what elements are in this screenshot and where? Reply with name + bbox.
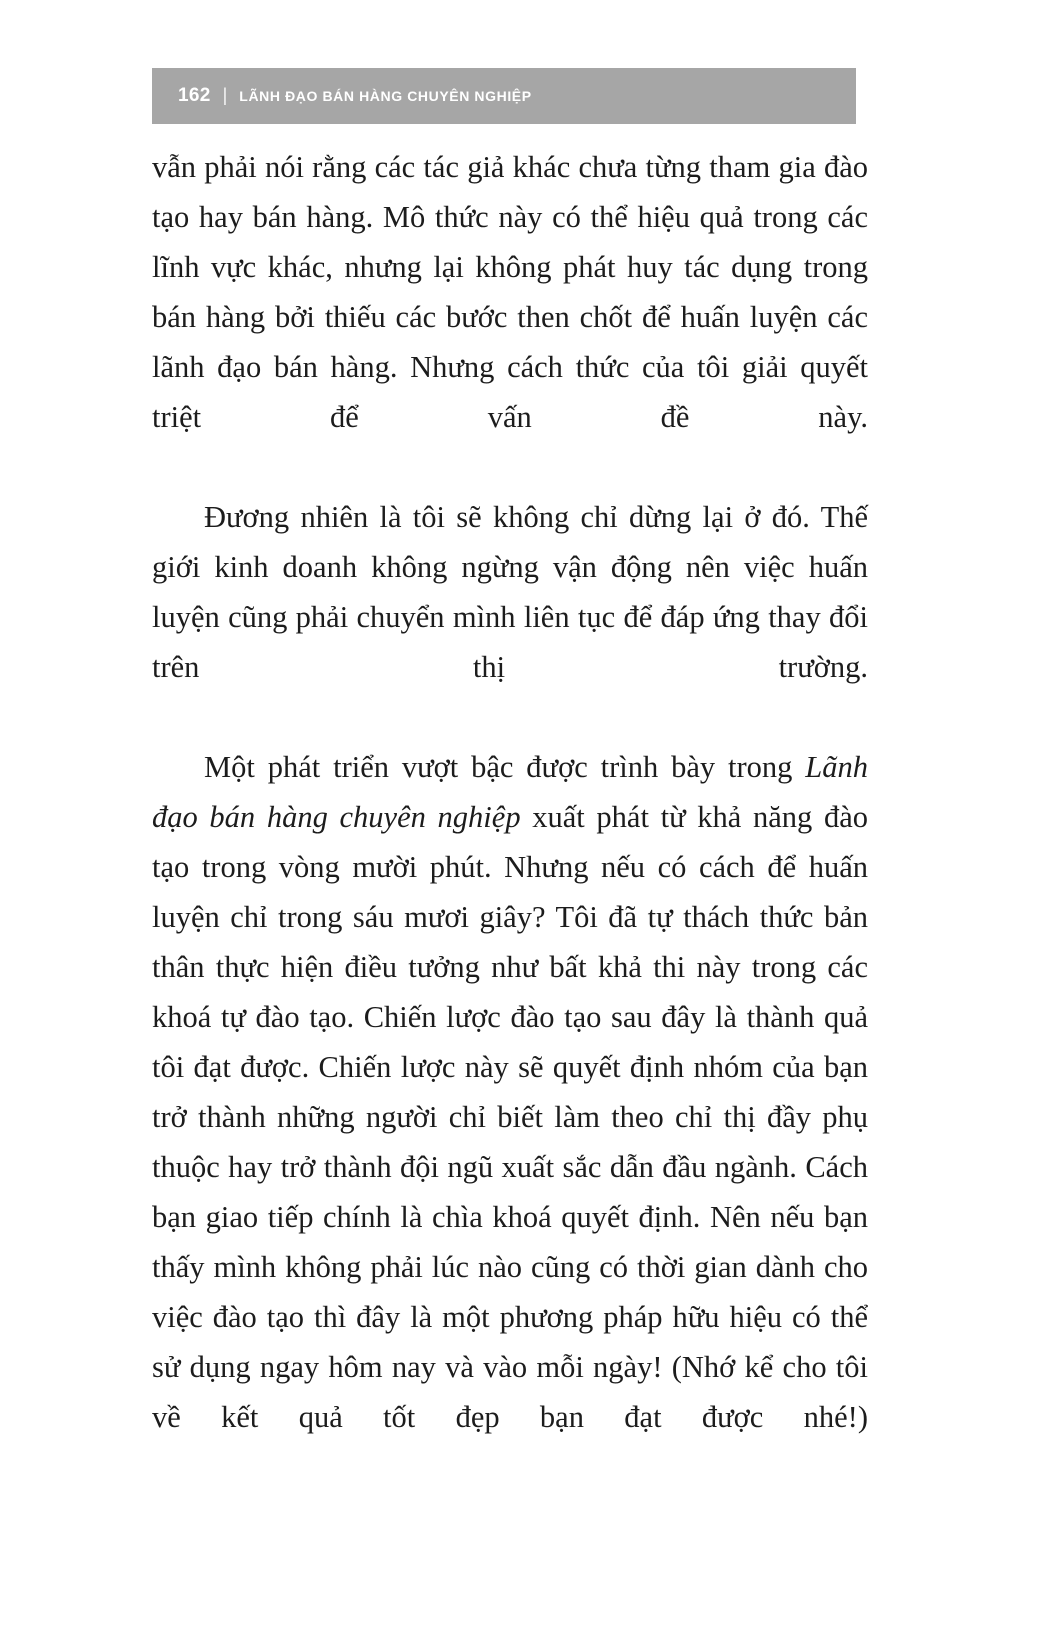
body-text-column	[152, 142, 868, 1492]
header-separator: |	[222, 85, 228, 105]
page-number: 162	[178, 85, 211, 106]
paragraph-1: vẫn phải nói rằng các tác giả khác chưa từng tham gia đào tạo hay bán hàng. Mô thức này có thể hiệu quả trong các lĩnh vực khác, nhưng lại không phát huy tác dụng trong bán hàng bởi thiếu các bước then chốt để huấn luyện các lãnh đạo bán hàng. Nhưng cách thức của tôi giải quyết triệt để vấn đề này.	[152, 150, 868, 434]
running-header-content	[152, 85, 532, 107]
paragraph-3-text-after-title: xuất phát từ khả năng đào tạo trong vòng mười phút. Nhưng nếu có cách để huấn luyện chỉ trong sáu mươi giây? Tôi đã tự thách thức bản thân thực hiện điều tưởng như bất khả thi này trong các khoá tự đào tạo. Chiến lược đào tạo sau đây là thành quả tôi đạt được. Chiến lược này sẽ quyết định nhóm của bạn trở thành những người chỉ biết làm theo chỉ thị đầy phụ thuộc hay trở thành đội ngũ xuất sắc dẫn đầu ngành. Cách bạn giao tiếp chính là chìa khoá quyết định. Nên nếu bạn thấy mình không phải lúc nào cũng có thời gian dành cho việc đào tạo thì đây là một phương pháp hữu hiệu có thể sử dụng ngay hôm nay và vào mỗi ngày! (Nhớ kể cho tôi về kết quả tốt đẹp bạn đạt được nhé!)	[152, 800, 869, 1434]
running-title: LÃNH ĐẠO BÁN HÀNG CHUYÊN NGHIỆP	[239, 88, 532, 104]
paragraph-2: Đương nhiên là tôi sẽ không chỉ dừng lại ở đó. Thế giới kinh doanh không ngừng vận động nên việc huấn luyện cũng phải chuyển mình liên tục để đáp ứng thay đổi trên thị trường.	[152, 500, 868, 684]
running-header	[152, 68, 856, 124]
paragraph-3	[152, 742, 868, 1492]
paragraph-3-text-before-title: Một phát triển vượt bậc được trình bày trong	[204, 750, 806, 784]
referenced-book-title: Lãnh đạo bán hàng chuyên nghiệp	[152, 750, 868, 834]
